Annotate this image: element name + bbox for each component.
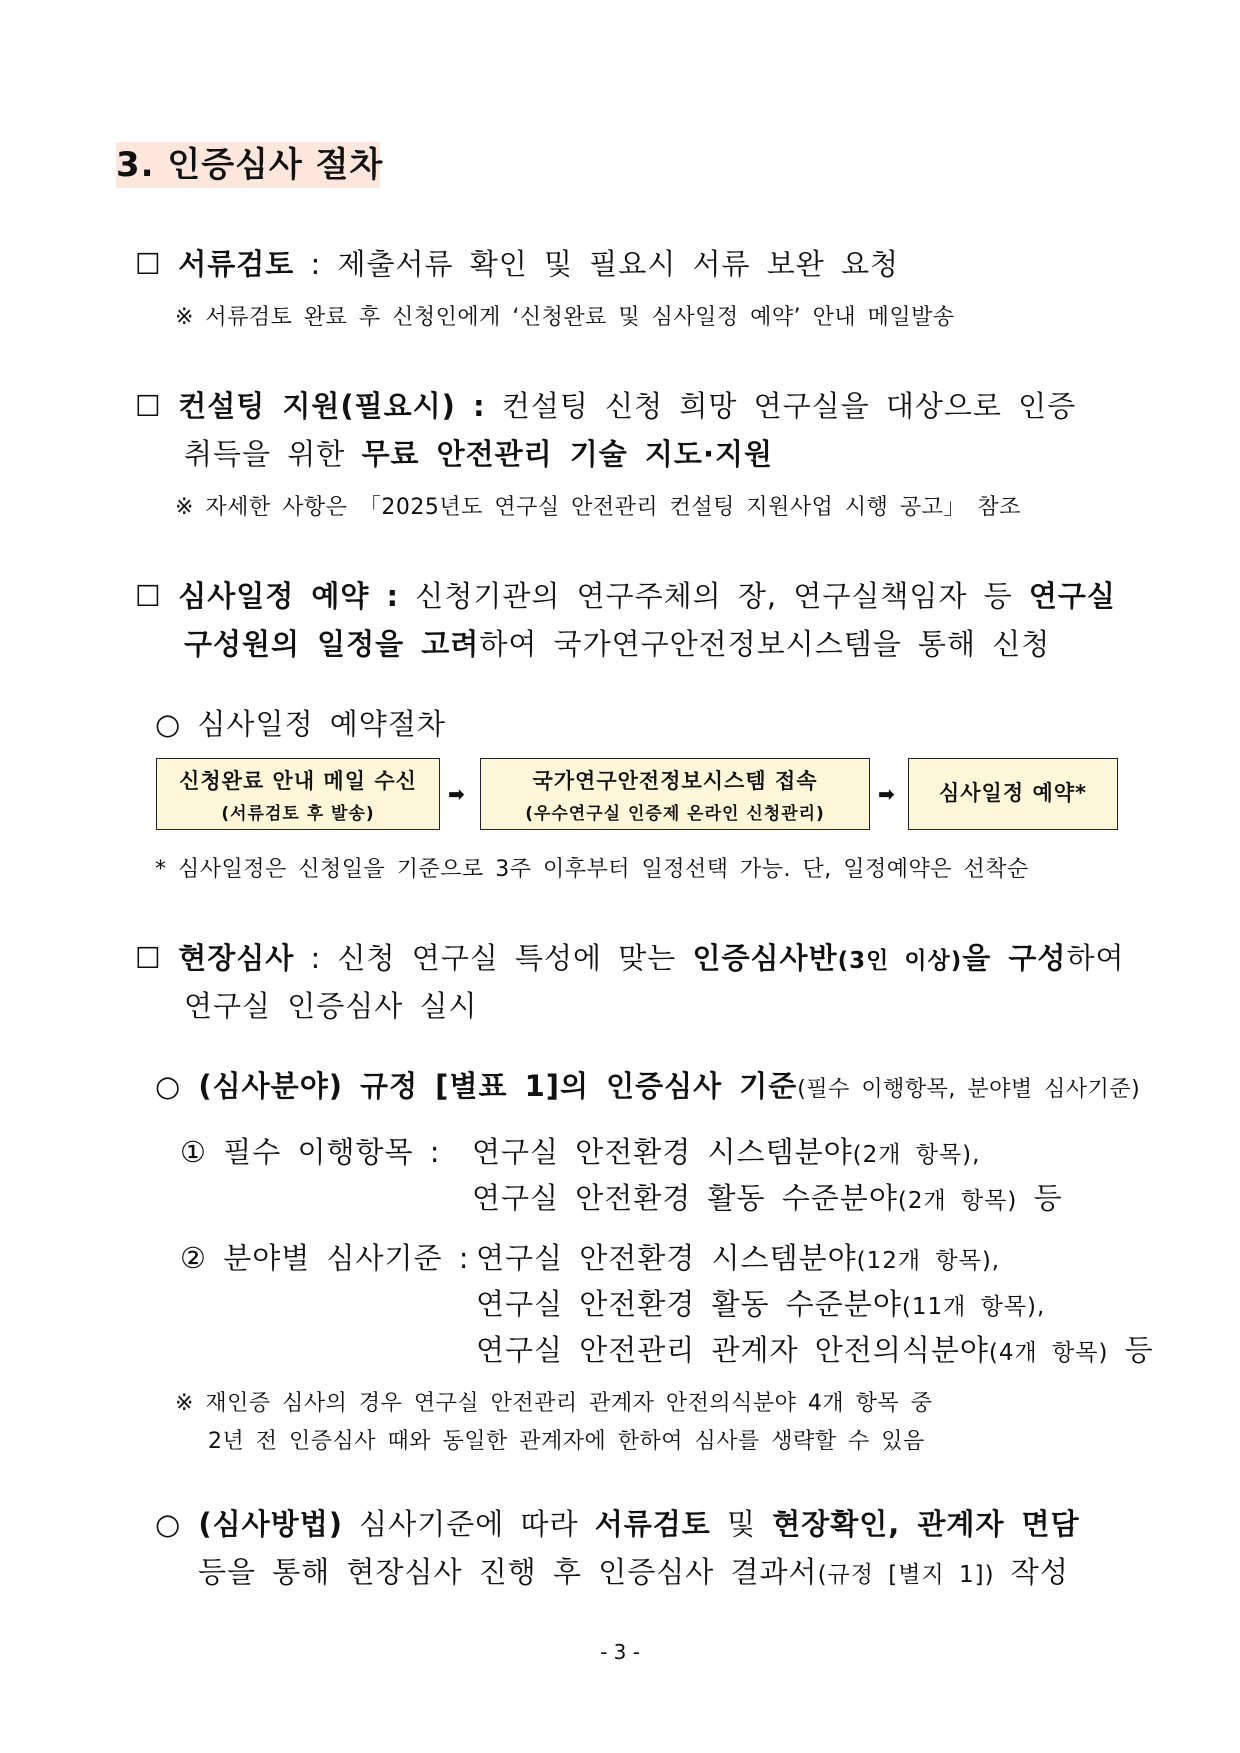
schedule-footnote: * 심사일정은 신청일을 기준으로 3주 이후부터 일정선택 가능. 단, 일정예약은 선착순: [155, 857, 1029, 882]
consulting-note: ※ 자세한 사항은 「2025년도 연구실 안전관리 컨설팅 지원사업 시행 공고」 참조: [175, 495, 1021, 520]
criteria-label: ② 분야별 심사기준 :: [180, 1241, 470, 1275]
method-line-1: ○ (심사방법) 심사기준에 따라 서류검토 및 현장확인, 관계자 면담: [155, 1507, 1080, 1541]
schedule-subtitle: ○ 심사일정 예약절차: [155, 707, 446, 741]
required-items-line-1: 연구실 안전환경 시스템분야(2개 항목),: [472, 1135, 981, 1169]
doc-review-heading: 서류검토: [178, 247, 295, 281]
checkbox-icon: ☐: [135, 941, 162, 975]
flow-step-1-sub: (서류검토 후 발송): [221, 804, 375, 824]
onsite-heading: 현장심사: [178, 941, 295, 975]
checkbox-icon: ☐: [135, 247, 162, 281]
required-items-line-2: 연구실 안전환경 활동 수준분야(2개 항목) 등: [472, 1181, 1063, 1215]
schedule-heading: 심사일정 예약 :: [178, 579, 400, 613]
onsite-line-2: 연구실 인증심사 실시: [184, 989, 478, 1023]
checkbox-icon: ☐: [135, 389, 162, 423]
required-items-label: ① 필수 이행항목 :: [180, 1135, 441, 1169]
field-heading: ○ (심사분야) 규정 [별표 1]의 인증심사 기준(필수 이행항목, 분야별 심사기준): [155, 1069, 1141, 1103]
flow-step-1-main: 신청완료 안내 메일 수신: [179, 769, 417, 793]
flow-step-3: [908, 758, 1118, 830]
arrow-right-icon: ➡: [448, 782, 465, 806]
doc-review-note: ※ 서류검토 완료 후 신청인에게 ‘신청완료 및 심사일정 예약’ 안내 메일발송: [175, 305, 955, 330]
criteria-line-2: 연구실 안전환경 활동 수준분야(11개 항목),: [476, 1287, 1046, 1321]
page-number: - 3 -: [600, 1640, 640, 1664]
criteria-line-1: 연구실 안전환경 시스템분야(12개 항목),: [476, 1241, 1001, 1275]
onsite-line-1: ☐ 현장심사 : 신청 연구실 특성에 맞는 인증심사반(3인 이상)을 구성하여: [135, 941, 1125, 975]
doc-review-text: 제출서류 확인 및 필요시 서류 보완 요청: [337, 247, 900, 281]
doc-review-line: ☐ 서류검토 : 제출서류 확인 및 필요시 서류 보완 요청: [135, 247, 900, 281]
arrow-right-icon: ➡: [878, 782, 895, 806]
flow-step-2: [480, 758, 870, 830]
method-line-2: 등을 통해 현장심사 진행 후 인증심사 결과서(규정 [별지 1]) 작성: [198, 1555, 1069, 1589]
section-title: 3. 인증심사 절차: [116, 142, 380, 188]
criteria-line-3: 연구실 안전관리 관계자 안전의식분야(4개 항목) 등: [476, 1333, 1154, 1367]
consulting-heading: 컨설팅 지원(필요시) :: [178, 389, 486, 423]
schedule-line-2: 구성원의 일정을 고려하여 국가연구안전정보시스템을 통해 신청: [184, 627, 1051, 661]
schedule-line-1: ☐ 심사일정 예약 : 신청기관의 연구주체의 장, 연구실책임자 등 연구실: [135, 579, 1116, 613]
recert-note-line-1: ※ 재인증 심사의 경우 연구실 안전관리 관계자 안전의식분야 4개 항목 중: [175, 1391, 933, 1416]
flow-step-2-main: 국가연구안전정보시스템 접속: [532, 769, 818, 793]
recert-note-line-2: 2년 전 인증심사 때와 동일한 관계자에 한하여 심사를 생략할 수 있음: [208, 1429, 925, 1454]
flow-step-3-main: 심사일정 예약*: [938, 781, 1087, 805]
consulting-line-2: 취득을 위한 무료 안전관리 기술 지도·지원: [184, 437, 773, 471]
consulting-line-1: ☐ 컨설팅 지원(필요시) : 컨설팅 신청 희망 연구실을 대상으로 인증: [135, 389, 1077, 423]
flow-step-2-sub: (우수연구실 인증제 온라인 신청관리): [525, 804, 825, 824]
checkbox-icon: ☐: [135, 579, 162, 613]
flow-step-1: [156, 758, 440, 830]
